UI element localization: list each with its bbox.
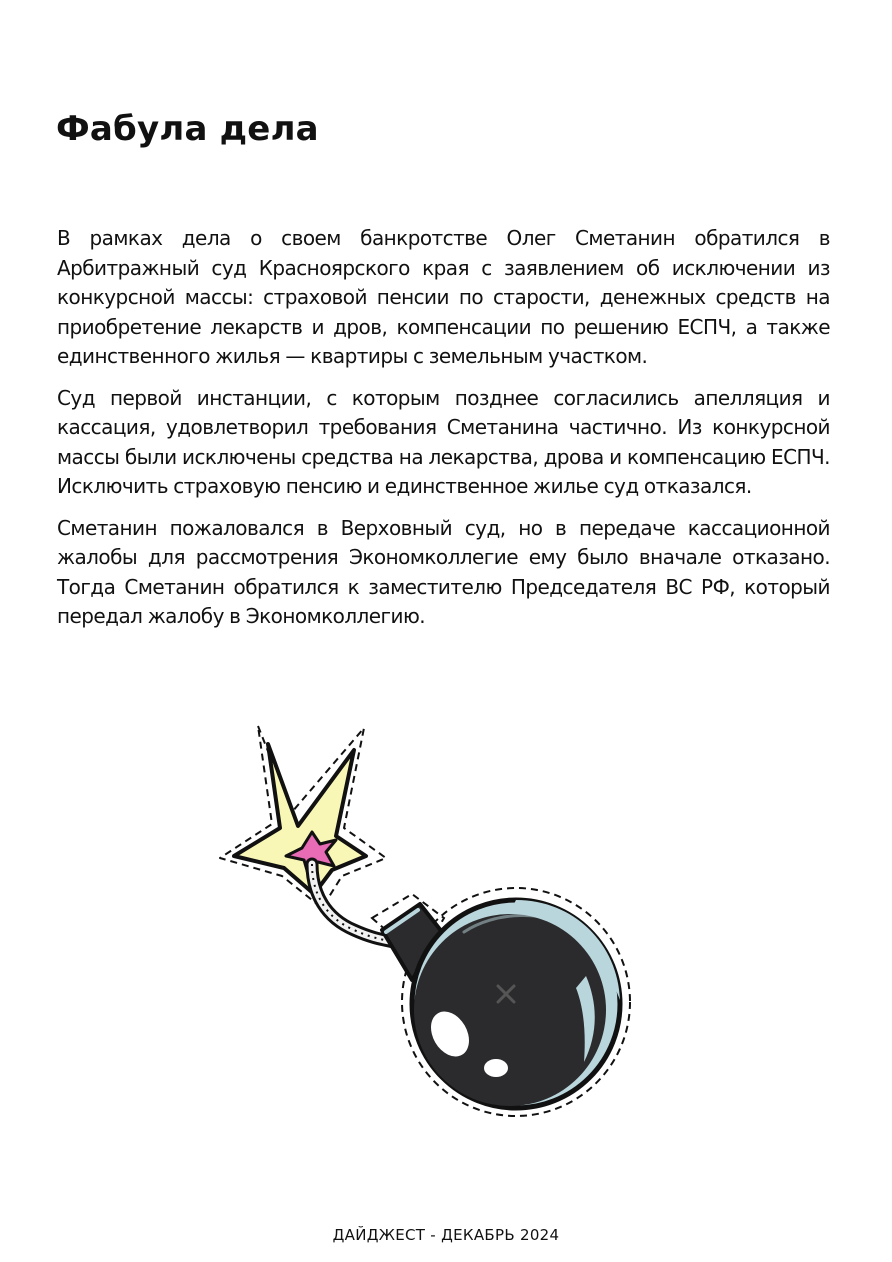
paragraph-3: Сметанин пожаловался в Верховный суд, но в передаче кассационной жалобы для рассмотрения Экономколлегие ему было вначале отказано. Тогда Сметанин обратился к заместителю Председателя ВС РФ, который передал жалобу в Экономколлегию. [57, 515, 830, 628]
bomb-illustration [214, 718, 638, 1124]
page-title: Фабула дела [56, 109, 319, 149]
bomb-icon [214, 718, 638, 1124]
paragraph-2: Суд первой инстанции, с которым позднее согласились апелляция и кассация, удовлетворил требования Сметанина частично. Из конкурсной массы были исключены средства на лекарства, дрова и компенсацию ЕСПЧ. Исключить страховую пенсию и единственное жилье суд отказался. [57, 385, 830, 498]
paragraph-1: В рамках дела о своем банкротстве Олег Сметанин обратился в Арбитражный суд Красноярского края с заявлением об исключении из конкурсной массы: страховой пенсии по старости, денежных средств на приобретение лекарств и дров, компенсации по решению ЕСПЧ, а также единственного жилья — квартиры с земельным участком. [57, 226, 830, 368]
page-footer: ДАЙДЖЕСТ - ДЕКАБРЬ 2024 [332, 1226, 560, 1244]
article-body [57, 224, 830, 644]
